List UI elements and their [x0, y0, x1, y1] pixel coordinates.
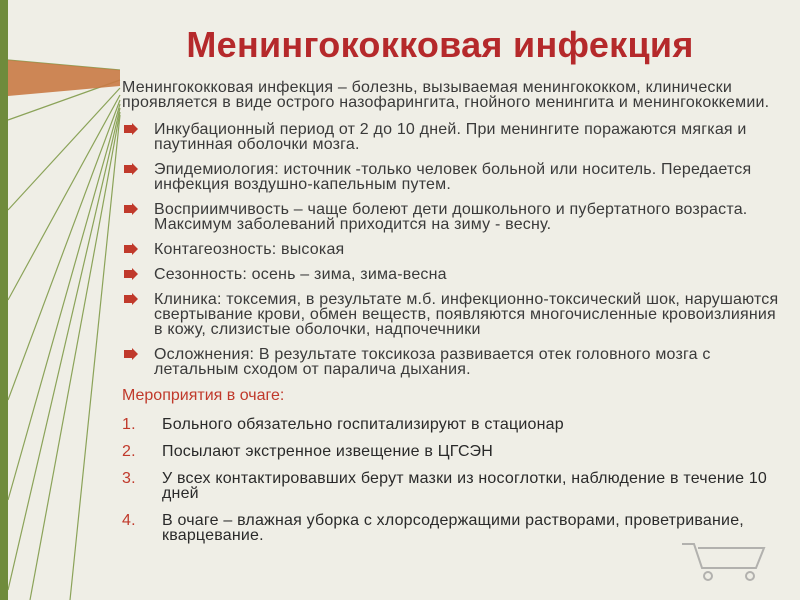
arrow-bullet-icon: [124, 268, 138, 280]
arrow-bullet-icon: [124, 293, 138, 305]
bullet-text: Клиника: токсемия, в результате м.б. инфекционно-токсический шок, нарушаются свертывание крови, обмен веществ, появляются многочисленные кровоизлияния в кожу, слизистые оболочки, надпочечники: [154, 291, 779, 338]
cart-icon: [676, 534, 776, 584]
bullet-text: Восприимчивость – чаще болеют дети дошкольного и пубертатного возраста. Максимум заболеваний приходится на зиму - весну.: [154, 201, 748, 233]
decorative-lines: [0, 0, 140, 600]
list-item: [122, 267, 782, 282]
list-item: [122, 417, 782, 432]
item-number: 4.: [122, 512, 136, 529]
arrow-bullet-icon: [124, 123, 138, 135]
bullet-text: Осложнения: В результате токсикоза развивается отек головного мозга с летальным сходом от паралича дыхания.: [154, 346, 711, 378]
bullet-text: Контагеозность: высокая: [154, 241, 345, 258]
list-item: [122, 162, 782, 192]
intro-paragraph: Менингококковая инфекция – болезнь, вызываемая менингококком, клинически проявляется в виде острого назофарингита, гнойного менингита и менингококкемии.: [122, 79, 770, 111]
list-item: [122, 444, 782, 459]
arrow-bullet-icon: [124, 163, 138, 175]
item-number: 1.: [122, 416, 136, 433]
arrow-bullet-icon: [124, 348, 138, 360]
item-number: 2.: [122, 443, 136, 460]
list-item: [122, 122, 782, 152]
bullet-text: Сезонность: осень – зима, зима-весна: [154, 266, 447, 283]
list-item: [122, 202, 782, 232]
item-text: У всех контактировавших берут мазки из носоглотки, наблюдение в течение 10 дней: [162, 470, 768, 502]
arrow-bullet-icon: [124, 203, 138, 215]
item-text: Больного обязательно госпитализируют в стационар: [162, 416, 564, 433]
measures-list: [122, 417, 782, 543]
list-item: [122, 242, 782, 257]
list-item: [122, 292, 782, 337]
bullet-list: [122, 122, 782, 377]
list-item: [122, 471, 782, 501]
slide-title: Менингококковая инфекция: [186, 24, 694, 65]
item-text: Посылают экстренное извещение в ЦГСЭН: [162, 443, 493, 460]
bullet-text: Инкубационный период от 2 до 10 дней. При менингите поражаются мягкая и паутинная оболочки мозга.: [154, 121, 747, 153]
item-text: В очаге – влажная уборка с хлорсодержащими растворами, проветривание, кварцевание.: [162, 512, 744, 544]
bullet-text: Эпидемиология: источник -только человек больной или носитель. Передается инфекция воздушно-капельным путем.: [154, 161, 752, 193]
measures-heading: Мероприятия в очаге:: [122, 387, 285, 404]
item-number: 3.: [122, 470, 136, 487]
list-item: [122, 347, 782, 377]
arrow-bullet-icon: [124, 243, 138, 255]
slide-body: [122, 80, 782, 555]
